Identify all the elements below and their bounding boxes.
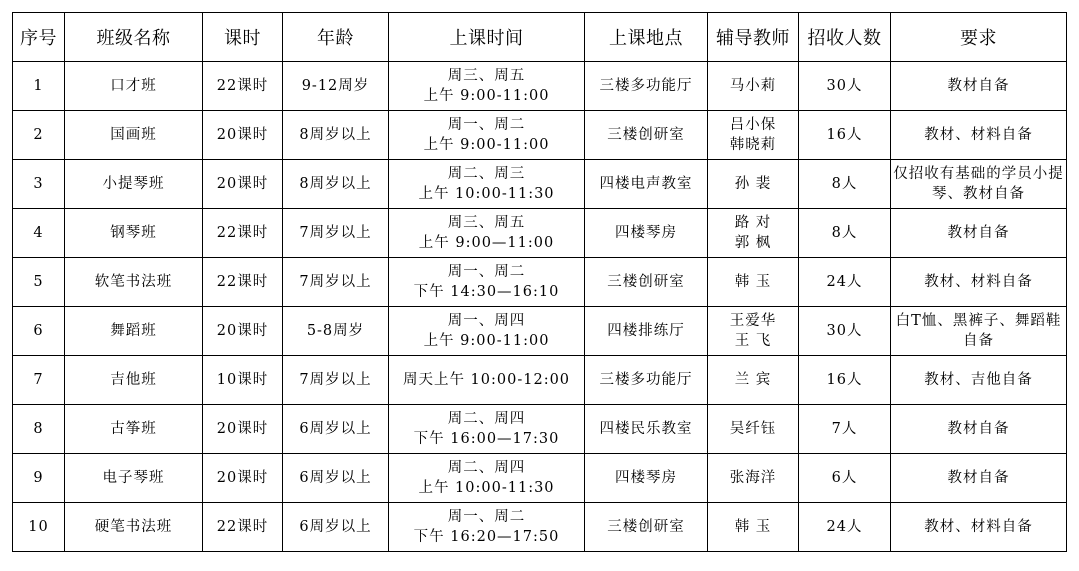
cell-hours: 22课时 xyxy=(203,503,283,552)
cell-no: 4 xyxy=(13,209,65,258)
cell-teacher xyxy=(708,307,799,356)
cell-age: 7周岁以上 xyxy=(283,258,389,307)
cell-count: 24人 xyxy=(799,503,891,552)
cell-time-line: 下午 14:30—16:10 xyxy=(413,284,560,300)
cell-teacher xyxy=(708,356,799,405)
cell-place: 四楼琴房 xyxy=(585,454,708,503)
cell-teacher-line: 吕小保 xyxy=(729,117,777,133)
cell-class-name: 硬笔书法班 xyxy=(65,503,203,552)
cell-time-line: 周一、周二 xyxy=(447,117,526,133)
table-row xyxy=(13,160,1067,209)
cell-time-line: 周一、周二 xyxy=(447,509,526,525)
cell-requirement: 教材自备 xyxy=(891,62,1067,111)
table-row xyxy=(13,356,1067,405)
cell-time xyxy=(389,503,585,552)
cell-no: 9 xyxy=(13,454,65,503)
cell-time xyxy=(389,454,585,503)
cell-time xyxy=(389,356,585,405)
cell-time xyxy=(389,62,585,111)
cell-teacher xyxy=(708,258,799,307)
cell-teacher xyxy=(708,405,799,454)
cell-time-line: 周一、周二 xyxy=(447,264,526,280)
header-row xyxy=(13,13,1067,62)
cell-age: 7周岁以上 xyxy=(283,356,389,405)
header-hours: 课时 xyxy=(203,13,283,62)
cell-teacher xyxy=(708,454,799,503)
cell-teacher-line: 王 飞 xyxy=(734,333,772,349)
cell-teacher-line: 韩 玉 xyxy=(734,519,772,535)
cell-requirement: 仅招收有基础的学员小提琴、教材自备 xyxy=(891,160,1067,209)
cell-time xyxy=(389,111,585,160)
cell-teacher-line: 韩 玉 xyxy=(734,274,772,290)
table-row xyxy=(13,258,1067,307)
cell-hours: 20课时 xyxy=(203,307,283,356)
cell-age: 6周岁以上 xyxy=(283,454,389,503)
cell-hours: 10课时 xyxy=(203,356,283,405)
cell-class-name: 古筝班 xyxy=(65,405,203,454)
cell-time xyxy=(389,405,585,454)
cell-teacher xyxy=(708,209,799,258)
header-time: 上课时间 xyxy=(389,13,585,62)
cell-time-line: 上午 9:00—11:00 xyxy=(418,235,555,251)
cell-requirement: 教材自备 xyxy=(891,405,1067,454)
cell-place: 四楼电声教室 xyxy=(585,160,708,209)
cell-place: 四楼琴房 xyxy=(585,209,708,258)
cell-age: 6周岁以上 xyxy=(283,503,389,552)
cell-teacher-line: 韩晓莉 xyxy=(729,137,777,153)
cell-hours: 20课时 xyxy=(203,454,283,503)
cell-teacher xyxy=(708,503,799,552)
cell-time xyxy=(389,258,585,307)
cell-teacher-line: 路 对 xyxy=(734,215,772,231)
header-age: 年龄 xyxy=(283,13,389,62)
cell-count: 30人 xyxy=(799,62,891,111)
cell-class-name: 小提琴班 xyxy=(65,160,203,209)
header-place: 上课地点 xyxy=(585,13,708,62)
cell-teacher-line: 吴纤钰 xyxy=(729,421,777,437)
cell-class-name: 钢琴班 xyxy=(65,209,203,258)
cell-age: 5-8周岁 xyxy=(283,307,389,356)
header-requirement: 要求 xyxy=(891,13,1067,62)
cell-time-line: 上午 10:00-11:30 xyxy=(418,480,555,496)
cell-age: 8周岁以上 xyxy=(283,160,389,209)
cell-place: 三楼创研室 xyxy=(585,111,708,160)
cell-time-line: 周二、周三 xyxy=(447,166,526,182)
cell-time-line: 上午 9:00-11:00 xyxy=(423,88,550,104)
cell-hours: 22课时 xyxy=(203,209,283,258)
cell-count: 16人 xyxy=(799,111,891,160)
cell-requirement: 教材自备 xyxy=(891,454,1067,503)
class-schedule-table xyxy=(12,12,1067,552)
cell-time-line: 周一、周四 xyxy=(447,313,526,329)
cell-class-name: 吉他班 xyxy=(65,356,203,405)
cell-time-line: 下午 16:00—17:30 xyxy=(413,431,560,447)
cell-time-line: 周二、周四 xyxy=(447,411,526,427)
cell-teacher-line: 孙 裴 xyxy=(734,176,772,192)
cell-count: 16人 xyxy=(799,356,891,405)
cell-place: 四楼民乐教室 xyxy=(585,405,708,454)
table-row xyxy=(13,62,1067,111)
table-body xyxy=(13,62,1067,552)
cell-time xyxy=(389,307,585,356)
cell-place: 四楼排练厅 xyxy=(585,307,708,356)
cell-hours: 22课时 xyxy=(203,62,283,111)
header-no: 序号 xyxy=(13,13,65,62)
cell-teacher-line: 马小莉 xyxy=(729,78,777,94)
header-class-name: 班级名称 xyxy=(65,13,203,62)
cell-class-name: 口才班 xyxy=(65,62,203,111)
cell-teacher xyxy=(708,160,799,209)
cell-hours: 22课时 xyxy=(203,258,283,307)
table-row xyxy=(13,111,1067,160)
table-row xyxy=(13,405,1067,454)
cell-teacher-line: 张海洋 xyxy=(729,470,777,486)
cell-no: 5 xyxy=(13,258,65,307)
cell-time-line: 周三、周五 xyxy=(447,215,526,231)
cell-count: 24人 xyxy=(799,258,891,307)
cell-no: 2 xyxy=(13,111,65,160)
cell-requirement: 白T恤、黑裤子、舞蹈鞋自备 xyxy=(891,307,1067,356)
cell-teacher-line: 王爱华 xyxy=(729,313,777,329)
cell-no: 6 xyxy=(13,307,65,356)
cell-teacher-line: 郭 枫 xyxy=(734,235,772,251)
cell-time-line: 上午 9:00-11:00 xyxy=(423,333,550,349)
cell-requirement: 教材、吉他自备 xyxy=(891,356,1067,405)
cell-class-name: 软笔书法班 xyxy=(65,258,203,307)
table-row xyxy=(13,503,1067,552)
cell-no: 10 xyxy=(13,503,65,552)
cell-time-line: 周天上午 10:00-12:00 xyxy=(402,372,571,388)
cell-time-line: 上午 9:00-11:00 xyxy=(423,137,550,153)
table-row xyxy=(13,209,1067,258)
cell-time xyxy=(389,209,585,258)
cell-count: 30人 xyxy=(799,307,891,356)
cell-age: 9-12周岁 xyxy=(283,62,389,111)
table-row xyxy=(13,454,1067,503)
cell-class-name: 电子琴班 xyxy=(65,454,203,503)
cell-time-line: 上午 10:00-11:30 xyxy=(418,186,555,202)
cell-hours: 20课时 xyxy=(203,405,283,454)
cell-teacher xyxy=(708,62,799,111)
table-row xyxy=(13,307,1067,356)
cell-no: 7 xyxy=(13,356,65,405)
cell-place: 三楼多功能厅 xyxy=(585,62,708,111)
cell-requirement: 教材、材料自备 xyxy=(891,111,1067,160)
cell-hours: 20课时 xyxy=(203,160,283,209)
cell-time-line: 周二、周四 xyxy=(447,460,526,476)
cell-place: 三楼创研室 xyxy=(585,503,708,552)
cell-time-line: 周三、周五 xyxy=(447,68,526,84)
cell-teacher xyxy=(708,111,799,160)
cell-age: 7周岁以上 xyxy=(283,209,389,258)
cell-class-name: 国画班 xyxy=(65,111,203,160)
cell-no: 8 xyxy=(13,405,65,454)
cell-age: 6周岁以上 xyxy=(283,405,389,454)
cell-requirement: 教材、材料自备 xyxy=(891,503,1067,552)
cell-requirement: 教材自备 xyxy=(891,209,1067,258)
cell-count: 6人 xyxy=(799,454,891,503)
cell-no: 1 xyxy=(13,62,65,111)
cell-age: 8周岁以上 xyxy=(283,111,389,160)
cell-count: 8人 xyxy=(799,160,891,209)
cell-class-name: 舞蹈班 xyxy=(65,307,203,356)
cell-count: 7人 xyxy=(799,405,891,454)
cell-place: 三楼多功能厅 xyxy=(585,356,708,405)
header-teacher: 辅导教师 xyxy=(708,13,799,62)
cell-teacher-line: 兰 宾 xyxy=(734,372,772,388)
header-count: 招收人数 xyxy=(799,13,891,62)
cell-hours: 20课时 xyxy=(203,111,283,160)
cell-no: 3 xyxy=(13,160,65,209)
cell-requirement: 教材、材料自备 xyxy=(891,258,1067,307)
cell-count: 8人 xyxy=(799,209,891,258)
cell-time-line: 下午 16:20—17:50 xyxy=(413,529,560,545)
cell-time xyxy=(389,160,585,209)
cell-place: 三楼创研室 xyxy=(585,258,708,307)
